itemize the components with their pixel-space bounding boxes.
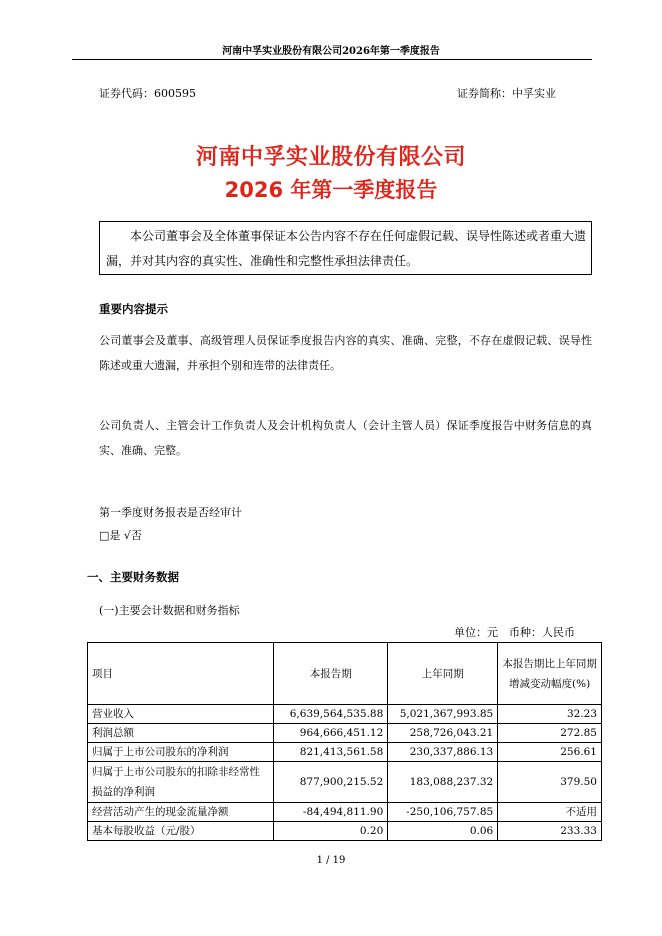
- unit-currency-note: 单位：元 币种：人民币: [454, 626, 575, 639]
- row-current: -84,494,811.90: [274, 803, 388, 822]
- row-prior: 258,726,043.21: [388, 724, 498, 743]
- header-prior-period: 上年同期: [388, 643, 498, 705]
- row-prior: 230,337,886.13: [388, 743, 498, 762]
- row-current: 821,413,561.58: [274, 743, 388, 762]
- header-change-pct: 本报告期比上年同期增减变动幅度(%): [498, 643, 602, 705]
- row-prior: 183,088,237.32: [388, 762, 498, 803]
- row-prior: 5,021,367,993.85: [388, 705, 498, 724]
- row-label: 经营活动产生的现金流量净额: [88, 803, 274, 822]
- audit-answer: □是 √否: [99, 529, 142, 542]
- row-label: 归属于上市公司股东的扣除非经常性损益的净利润: [88, 762, 274, 803]
- page-number: 1 / 19: [316, 855, 346, 866]
- row-prior: -250,106,757.85: [388, 803, 498, 822]
- board-notice-text: 本公司董事会及全体董事保证本公告内容不存在任何虚假记载、误导性陈述或者重大遗漏，并对其内容的真实性、准确性和完整性承担法律责任。: [106, 229, 587, 268]
- row-change: 256.61: [498, 743, 602, 762]
- important-para-1: 公司董事会及董事、高级管理人员保证季度报告内容的真实、准确、完整，不存在虚假记载、误导性陈述或重大遗漏，并承担个别和连带的法律责任。: [99, 334, 592, 372]
- audit-question: 第一季度财务报表是否经审计: [99, 506, 242, 519]
- row-change: 32.23: [498, 705, 602, 724]
- row-prior: 0.06: [388, 822, 498, 841]
- board-notice-box: [99, 221, 592, 275]
- row-label: 基本每股收益（元/股）: [88, 822, 274, 841]
- table-row: [88, 724, 602, 743]
- financial-sub-heading: (一)主要会计数据和财务指标: [99, 604, 240, 617]
- running-header: 河南中孚实业股份有限公司2026年第一季度报告: [222, 46, 440, 57]
- row-current: 964,666,451.12: [274, 724, 388, 743]
- row-label: 归属于上市公司股东的净利润: [88, 743, 274, 762]
- important-heading: 重要内容提示: [99, 302, 168, 316]
- header-divider: [72, 59, 592, 60]
- table-row: [88, 762, 602, 803]
- table-row: [88, 803, 602, 822]
- row-change: 272.85: [498, 724, 602, 743]
- important-para-2: 公司负责人、主管会计工作负责人及会计机构负责人（会计主管人员）保证季度报告中财务信息的真实、准确、完整。: [99, 419, 592, 457]
- report-title: 2026 年第一季度报告: [224, 178, 438, 202]
- table-row: [88, 743, 602, 762]
- row-label: 营业收入: [88, 705, 274, 724]
- stock-abbreviation: 证券简称：中孚实业: [457, 87, 556, 100]
- financial-data-table: [87, 642, 602, 841]
- stock-code: 证券代码：600595: [99, 87, 196, 100]
- row-current: 6,639,564,535.88: [274, 705, 388, 724]
- header-item: 项目: [88, 643, 274, 705]
- company-title: 河南中孚实业股份有限公司: [195, 145, 466, 170]
- row-current: 877,900,215.52: [274, 762, 388, 803]
- row-change: 233.33: [498, 822, 602, 841]
- table-row: [88, 705, 602, 724]
- row-current: 0.20: [274, 822, 388, 841]
- financial-data-heading: 一、主要财务数据: [87, 570, 179, 584]
- header-current-period: 本报告期: [274, 643, 388, 705]
- row-change: 379.50: [498, 762, 602, 803]
- row-label: 利润总额: [88, 724, 274, 743]
- table-header-row: [88, 643, 602, 705]
- row-change: 不适用: [498, 803, 602, 822]
- table-row: [88, 822, 602, 841]
